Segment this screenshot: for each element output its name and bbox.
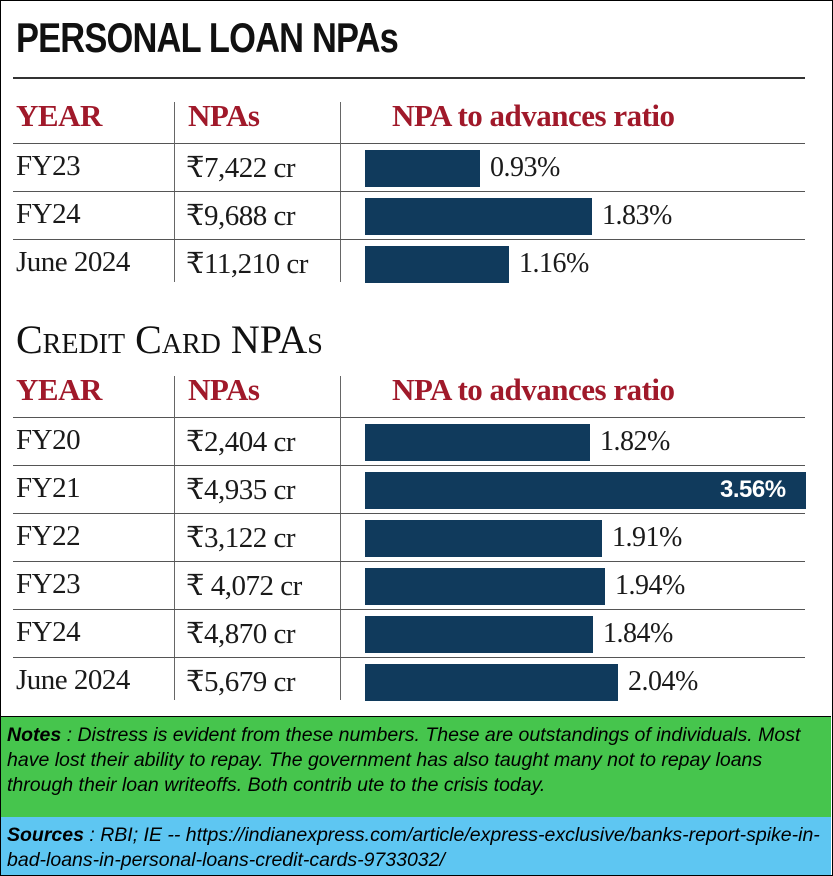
cc-header-year: YEAR bbox=[16, 372, 102, 407]
cc-npas-cell: ₹3,122 cr bbox=[186, 522, 295, 554]
pl-vrule-1 bbox=[174, 102, 175, 282]
pl-ratio-label: 1.16% bbox=[519, 248, 589, 279]
pl-ratio-label: 1.83% bbox=[602, 200, 672, 231]
cc-npas-cell: ₹2,404 cr bbox=[186, 426, 295, 458]
cc-year-cell: FY21 bbox=[16, 472, 81, 504]
cc-row-rule bbox=[13, 465, 805, 466]
sources-text: : RBI; IE -- https://indianexpress.com/article/express-exclusive/banks-report-spike-in-bad-loans-in-personal-loans-credit-cards-9733032/ bbox=[7, 824, 820, 871]
cc-header-npas: NPAs bbox=[188, 372, 260, 407]
notes-box bbox=[1, 716, 831, 818]
cc-ratio-bar bbox=[365, 424, 590, 461]
cc-ratio-label: 1.94% bbox=[615, 570, 685, 601]
cc-ratio-label: 1.91% bbox=[612, 522, 682, 553]
pl-year-cell: June 2024 bbox=[16, 246, 130, 278]
cc-header-ratio: NPA to advances ratio bbox=[392, 372, 675, 407]
cc-vrule-1 bbox=[174, 376, 175, 700]
title-rule bbox=[13, 77, 805, 79]
pl-header-rule bbox=[13, 143, 805, 144]
cc-npas-cell: ₹5,679 cr bbox=[186, 666, 295, 698]
credit-card-title: Credit Card NPAs bbox=[16, 317, 323, 362]
cc-ratio-bar bbox=[365, 520, 602, 557]
pl-npas-cell: ₹9,688 cr bbox=[186, 200, 295, 232]
pl-vrule-2 bbox=[340, 102, 341, 282]
pl-ratio-bar bbox=[365, 246, 509, 283]
cc-ratio-bar bbox=[365, 664, 618, 701]
pl-row-rule bbox=[13, 239, 805, 240]
cc-year-cell: FY23 bbox=[16, 568, 81, 600]
cc-ratio-label: 1.84% bbox=[603, 618, 673, 649]
cc-npas-cell: ₹4,870 cr bbox=[186, 618, 295, 650]
pl-ratio-bar bbox=[365, 150, 480, 187]
cc-ratio-label: 1.82% bbox=[600, 426, 670, 457]
cc-npas-cell: ₹4,935 cr bbox=[186, 474, 295, 506]
pl-header-year: YEAR bbox=[16, 98, 102, 133]
pl-ratio-label: 0.93% bbox=[490, 152, 560, 183]
cc-header-rule bbox=[13, 417, 805, 418]
cc-row-rule bbox=[13, 561, 805, 562]
pl-year-cell: FY23 bbox=[16, 150, 81, 182]
pl-ratio-bar bbox=[365, 198, 592, 235]
cc-ratio-label: 2.04% bbox=[628, 666, 698, 697]
pl-header-ratio: NPA to advances ratio bbox=[392, 98, 675, 133]
pl-row-rule bbox=[13, 191, 805, 192]
cc-year-cell: FY22 bbox=[16, 520, 81, 552]
cc-row-rule bbox=[13, 513, 805, 514]
cc-ratio-label: 3.56% bbox=[720, 476, 786, 503]
pl-year-cell: FY24 bbox=[16, 198, 81, 230]
sources-label: Sources bbox=[7, 824, 84, 846]
sources-box bbox=[1, 817, 831, 875]
cc-ratio-bar bbox=[365, 616, 593, 653]
cc-year-cell: June 2024 bbox=[16, 664, 130, 696]
cc-npas-cell: ₹ 4,072 cr bbox=[186, 570, 302, 602]
cc-ratio-bar bbox=[365, 568, 605, 605]
notes-paragraph bbox=[1, 717, 831, 798]
pl-npas-cell: ₹11,210 cr bbox=[186, 248, 308, 280]
notes-label: Notes bbox=[7, 724, 62, 746]
pl-npas-cell: ₹7,422 cr bbox=[186, 152, 295, 184]
sources-paragraph bbox=[1, 817, 831, 873]
cc-vrule-2 bbox=[340, 376, 341, 700]
pl-header-npas: NPAs bbox=[188, 98, 260, 133]
personal-loan-title: PERSONAL LOAN NPAs bbox=[16, 14, 398, 61]
notes-text: : Distress is evident from these numbers. These are outstandings of individuals. Most have lost their ability to repay. The government has also taught many not to repay loans through their loan writeoffs. Both contrib ute to the crisis today. bbox=[7, 724, 801, 796]
cc-row-rule bbox=[13, 657, 805, 658]
cc-row-rule bbox=[13, 609, 805, 610]
cc-year-cell: FY20 bbox=[16, 424, 81, 456]
cc-year-cell: FY24 bbox=[16, 616, 81, 648]
